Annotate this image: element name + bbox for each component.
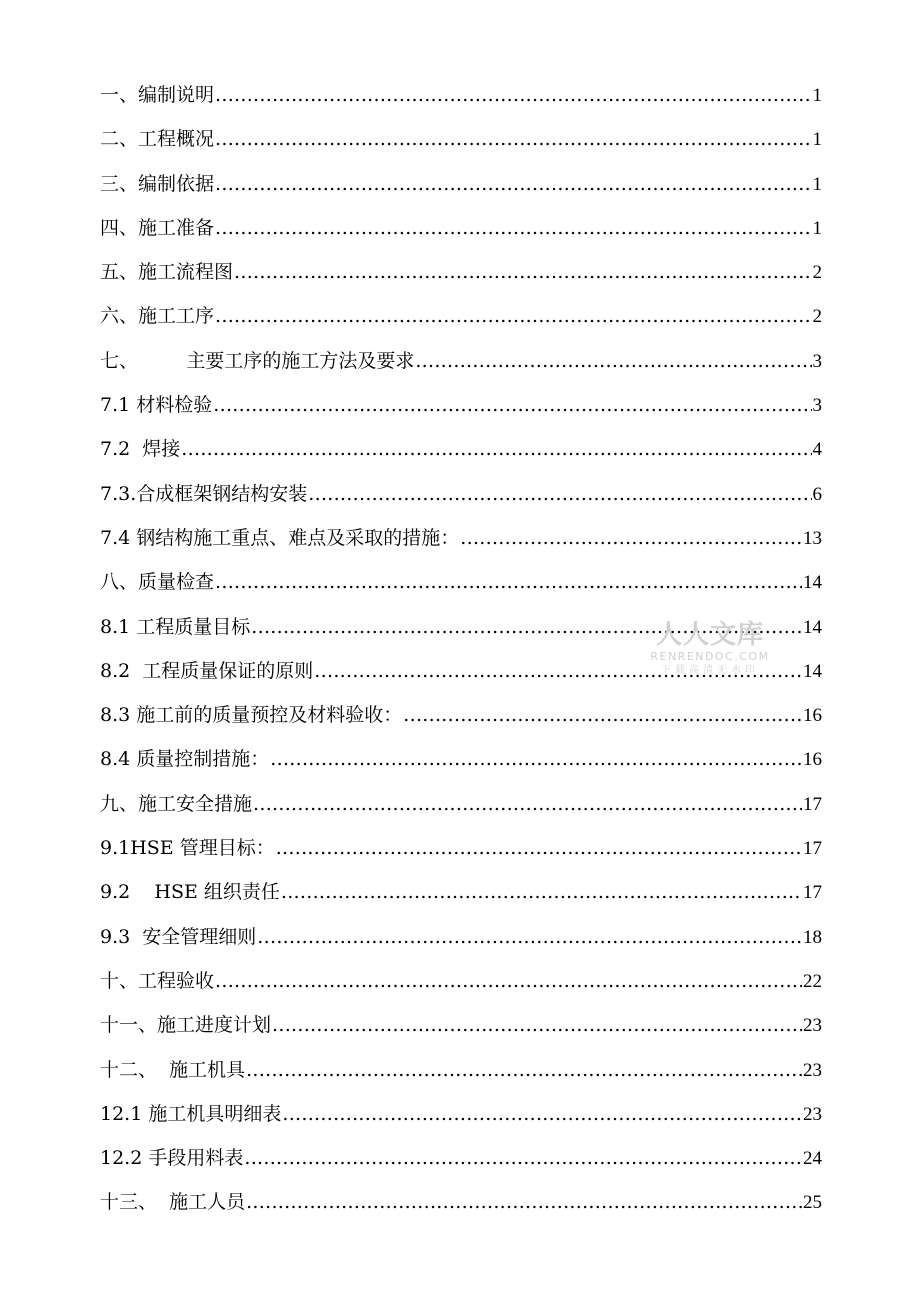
toc-page-number: 14	[803, 616, 822, 638]
toc-dot-leader	[234, 261, 811, 283]
watermark-tagline: 下载高清无水印	[661, 665, 759, 676]
toc-page-number: 1	[812, 129, 822, 151]
toc-dot-leader	[246, 1191, 802, 1213]
toc-entry-title: 9.3 安全管理细则	[100, 925, 257, 948]
toc-entry[interactable]	[100, 567, 822, 611]
toc-page-number: 2	[812, 306, 822, 328]
toc-entry[interactable]	[100, 213, 822, 257]
toc-entry[interactable]	[100, 1187, 822, 1231]
toc-page-number: 2	[812, 262, 822, 284]
toc-dot-leader	[281, 881, 802, 903]
toc-entry[interactable]	[100, 169, 822, 213]
toc-entry[interactable]	[100, 523, 822, 567]
toc-entry[interactable]	[100, 877, 822, 921]
toc-entry[interactable]	[100, 390, 822, 434]
toc-page-number: 4	[812, 439, 822, 461]
toc-entry[interactable]	[100, 301, 822, 345]
toc-page-number: 25	[803, 1192, 822, 1214]
toc-page-number: 23	[803, 1059, 822, 1081]
toc-entry[interactable]	[100, 833, 822, 877]
toc-page-number: 6	[812, 483, 822, 505]
toc-entry[interactable]	[100, 966, 822, 1010]
toc-entry[interactable]	[100, 346, 822, 390]
toc-entry[interactable]	[100, 1055, 822, 1099]
toc-entry-title: 8.3 施工前的质量预控及材料验收：	[100, 704, 403, 727]
toc-page-number: 16	[803, 749, 822, 771]
toc-entry-title: 7.2 焊接	[100, 438, 181, 461]
toc-dot-leader	[257, 926, 802, 948]
toc-page-number: 18	[803, 926, 822, 948]
toc-dot-leader	[181, 438, 811, 460]
toc-page-number: 22	[803, 970, 822, 992]
toc-page-number: 23	[803, 1015, 822, 1037]
toc-entry-title: 9.2 HSE 组织责任	[100, 881, 280, 904]
toc-entry-title: 三、编制依据	[100, 172, 215, 195]
toc-dot-leader	[308, 483, 811, 505]
toc-entry[interactable]	[100, 789, 822, 833]
toc-entry[interactable]	[100, 124, 822, 168]
toc-entry[interactable]	[100, 257, 822, 301]
toc-entry[interactable]	[100, 700, 822, 744]
toc-entry[interactable]	[100, 434, 822, 478]
toc-dot-leader	[276, 837, 802, 859]
toc-entry-title: 8.4 质量控制措施：	[100, 748, 270, 771]
toc-entry-title: 二、工程概况	[100, 128, 215, 151]
toc-dot-leader	[215, 571, 802, 593]
toc-dot-leader	[215, 128, 811, 150]
toc-page-number: 3	[812, 350, 822, 372]
toc-entry-title: 7.3.合成框架钢结构安装	[100, 482, 308, 505]
toc-dot-leader	[253, 793, 802, 815]
toc-entry-title: 7.4 钢结构施工重点、难点及采取的措施：	[100, 526, 460, 549]
toc-entry[interactable]	[100, 922, 822, 966]
toc-entry[interactable]	[100, 80, 822, 124]
toc-dot-leader	[403, 704, 802, 726]
toc-dot-leader	[246, 1059, 802, 1081]
toc-entry-title: 8.1 工程质量目标	[100, 615, 251, 638]
watermark	[648, 620, 772, 677]
toc-dot-leader	[215, 217, 811, 239]
toc-entry-title: 八、质量检查	[100, 571, 215, 594]
toc-page-number: 1	[812, 85, 822, 106]
watermark-logo-text: 人人文库	[655, 620, 764, 650]
toc-page-number: 17	[803, 882, 822, 904]
toc-page-number: 17	[803, 793, 822, 815]
toc-page-number: 14	[803, 572, 822, 594]
toc-page-number: 13	[803, 527, 822, 549]
toc-entry[interactable]	[100, 744, 822, 788]
toc-entry-title: 九、施工安全措施	[100, 792, 253, 815]
toc-dot-leader	[460, 527, 802, 549]
toc-entry-title: 12.2 手段用料表	[100, 1147, 244, 1170]
toc-entry-title: 9.1HSE 管理目标：	[100, 837, 275, 860]
toc-entry-title: 五、施工流程图	[100, 261, 234, 284]
watermark-site: RENRENDOC.COM	[650, 650, 770, 663]
toc-dot-leader	[282, 1103, 802, 1125]
toc-entry-title: 七、 主要工序的施工方法及要求	[100, 349, 415, 372]
toc-page-number: 1	[812, 217, 822, 239]
toc-page-number: 23	[803, 1103, 822, 1125]
toc-entry-title: 8.2 工程质量保证的原则	[100, 659, 314, 682]
toc-dot-leader	[213, 394, 811, 416]
toc-dot-leader	[215, 970, 802, 992]
toc-dot-leader	[244, 1147, 802, 1169]
toc-page-number: 1	[812, 173, 822, 195]
toc-entry[interactable]	[100, 1010, 822, 1054]
toc-entry[interactable]	[100, 1099, 822, 1143]
toc-entry[interactable]	[100, 479, 822, 523]
toc-dot-leader	[415, 350, 811, 372]
toc-entry-title: 12.1 施工机具明细表	[100, 1102, 282, 1125]
toc-page-number: 16	[803, 705, 822, 727]
toc-dot-leader	[272, 1014, 802, 1036]
toc-entry[interactable]	[100, 1143, 822, 1187]
toc-entry-title: 一、编制说明	[100, 84, 215, 106]
toc-entry-title: 四、施工准备	[100, 216, 215, 239]
toc-entry-title: 十三、 施工人员	[100, 1191, 246, 1214]
toc-dot-leader	[215, 84, 811, 106]
toc-page-number: 17	[803, 838, 822, 860]
toc-entry-title: 六、施工工序	[100, 305, 215, 328]
toc-entry-title: 十二、 施工机具	[100, 1058, 246, 1081]
toc-page-number: 24	[803, 1148, 822, 1170]
toc-page-number: 3	[812, 395, 822, 417]
toc-entry-title: 十、工程验收	[100, 969, 215, 992]
toc-dot-leader	[215, 173, 811, 195]
toc-page-number: 14	[803, 660, 822, 682]
toc-entry-title: 十一、施工进度计划	[100, 1014, 272, 1037]
toc-dot-leader	[270, 748, 802, 770]
toc-dot-leader	[215, 305, 811, 327]
toc-entry-title: 7.1 材料检验	[100, 394, 213, 417]
